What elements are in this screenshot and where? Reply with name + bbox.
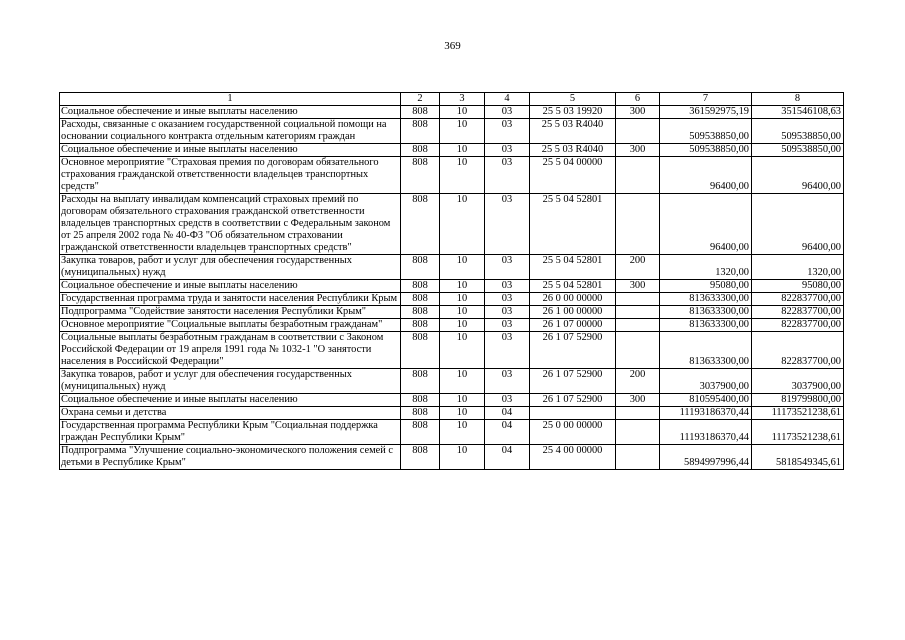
row-section: 10 xyxy=(440,255,485,280)
row-subsection: 03 xyxy=(485,194,530,255)
row-expense-type xyxy=(616,119,660,144)
table-row xyxy=(60,306,844,319)
row-amount-year-2: 11173521238,61 xyxy=(752,407,844,420)
row-amount-year-1: 5894997996,44 xyxy=(660,445,752,470)
row-ministry-code: 808 xyxy=(401,369,440,394)
row-expense-type: 300 xyxy=(616,280,660,293)
row-description: Охрана семьи и детства xyxy=(60,407,401,420)
row-section: 10 xyxy=(440,119,485,144)
row-amount-year-2: 1320,00 xyxy=(752,255,844,280)
row-target-article: 25 5 03 R4040 xyxy=(530,119,616,144)
row-amount-year-2: 95080,00 xyxy=(752,280,844,293)
row-section: 10 xyxy=(440,293,485,306)
row-description: Подпрограмма "Содействие занятости населения Республики Крым" xyxy=(60,306,401,319)
table-row xyxy=(60,157,844,194)
row-subsection: 03 xyxy=(485,119,530,144)
row-amount-year-1: 95080,00 xyxy=(660,280,752,293)
row-description: Социальное обеспечение и иные выплаты населению xyxy=(60,280,401,293)
table-row xyxy=(60,445,844,470)
table-row xyxy=(60,407,844,420)
table-header-row xyxy=(60,93,844,106)
row-expense-type xyxy=(616,306,660,319)
row-subsection: 04 xyxy=(485,445,530,470)
row-ministry-code: 808 xyxy=(401,319,440,332)
row-amount-year-1: 361592975,19 xyxy=(660,106,752,119)
row-ministry-code: 808 xyxy=(401,144,440,157)
row-amount-year-1: 3037900,00 xyxy=(660,369,752,394)
row-expense-type xyxy=(616,407,660,420)
row-subsection: 03 xyxy=(485,106,530,119)
row-amount-year-2: 819799800,00 xyxy=(752,394,844,407)
row-amount-year-2: 3037900,00 xyxy=(752,369,844,394)
row-expense-type: 200 xyxy=(616,255,660,280)
header-cell-5: 5 xyxy=(530,93,616,106)
row-description: Государственная программа труда и занятости населения Республики Крым xyxy=(60,293,401,306)
row-section: 10 xyxy=(440,306,485,319)
row-amount-year-1: 813633300,00 xyxy=(660,332,752,369)
row-ministry-code: 808 xyxy=(401,306,440,319)
row-subsection: 04 xyxy=(485,407,530,420)
budget-table xyxy=(59,92,844,470)
row-description: Социальное обеспечение и иные выплаты населению xyxy=(60,394,401,407)
row-ministry-code: 808 xyxy=(401,255,440,280)
header-cell-2: 2 xyxy=(401,93,440,106)
row-expense-type: 200 xyxy=(616,369,660,394)
table-row xyxy=(60,319,844,332)
row-subsection: 03 xyxy=(485,332,530,369)
row-target-article: 26 0 00 00000 xyxy=(530,293,616,306)
row-section: 10 xyxy=(440,407,485,420)
row-ministry-code: 808 xyxy=(401,280,440,293)
row-description: Социальное обеспечение и иные выплаты населению xyxy=(60,144,401,157)
row-expense-type: 300 xyxy=(616,106,660,119)
row-amount-year-1: 11193186370,44 xyxy=(660,407,752,420)
row-expense-type: 300 xyxy=(616,144,660,157)
table-row xyxy=(60,119,844,144)
row-section: 10 xyxy=(440,106,485,119)
row-expense-type xyxy=(616,420,660,445)
row-amount-year-2: 822837700,00 xyxy=(752,319,844,332)
row-section: 10 xyxy=(440,194,485,255)
row-subsection: 03 xyxy=(485,293,530,306)
table-row xyxy=(60,255,844,280)
row-ministry-code: 808 xyxy=(401,194,440,255)
row-subsection: 03 xyxy=(485,319,530,332)
row-target-article xyxy=(530,407,616,420)
header-cell-7: 7 xyxy=(660,93,752,106)
row-expense-type xyxy=(616,332,660,369)
row-amount-year-2: 822837700,00 xyxy=(752,306,844,319)
row-section: 10 xyxy=(440,280,485,293)
header-cell-6: 6 xyxy=(616,93,660,106)
row-target-article: 26 1 07 52900 xyxy=(530,394,616,407)
row-expense-type xyxy=(616,319,660,332)
row-amount-year-1: 813633300,00 xyxy=(660,306,752,319)
row-description: Закупка товаров, работ и услуг для обеспечения государственных (муниципальных) нужд xyxy=(60,255,401,280)
row-subsection: 03 xyxy=(485,280,530,293)
row-amount-year-1: 813633300,00 xyxy=(660,293,752,306)
row-amount-year-1: 509538850,00 xyxy=(660,119,752,144)
row-target-article: 26 1 07 52900 xyxy=(530,332,616,369)
header-cell-4: 4 xyxy=(485,93,530,106)
table-row xyxy=(60,106,844,119)
row-description: Государственная программа Республики Крым "Социальная поддержка граждан Республики Крым" xyxy=(60,420,401,445)
row-subsection: 04 xyxy=(485,420,530,445)
row-amount-year-2: 822837700,00 xyxy=(752,293,844,306)
row-ministry-code: 808 xyxy=(401,407,440,420)
row-ministry-code: 808 xyxy=(401,420,440,445)
row-expense-type xyxy=(616,293,660,306)
row-target-article: 25 5 04 00000 xyxy=(530,157,616,194)
row-section: 10 xyxy=(440,369,485,394)
header-cell-3: 3 xyxy=(440,93,485,106)
row-subsection: 03 xyxy=(485,144,530,157)
row-section: 10 xyxy=(440,332,485,369)
row-amount-year-2: 822837700,00 xyxy=(752,332,844,369)
table-row xyxy=(60,394,844,407)
row-section: 10 xyxy=(440,445,485,470)
row-ministry-code: 808 xyxy=(401,394,440,407)
row-amount-year-1: 96400,00 xyxy=(660,194,752,255)
page-number: 369 xyxy=(444,40,461,52)
row-amount-year-1: 11193186370,44 xyxy=(660,420,752,445)
row-amount-year-2: 96400,00 xyxy=(752,194,844,255)
row-description: Подпрограмма "Улучшение социально-экономического положения семей с детьми в Республике Крым" xyxy=(60,445,401,470)
row-target-article: 25 4 00 00000 xyxy=(530,445,616,470)
row-expense-type xyxy=(616,157,660,194)
row-ministry-code: 808 xyxy=(401,157,440,194)
row-section: 10 xyxy=(440,394,485,407)
row-subsection: 03 xyxy=(485,369,530,394)
header-cell-8: 8 xyxy=(752,93,844,106)
row-expense-type xyxy=(616,445,660,470)
row-amount-year-1: 96400,00 xyxy=(660,157,752,194)
row-target-article: 25 5 03 19920 xyxy=(530,106,616,119)
row-amount-year-1: 813633300,00 xyxy=(660,319,752,332)
row-section: 10 xyxy=(440,319,485,332)
row-ministry-code: 808 xyxy=(401,293,440,306)
row-section: 10 xyxy=(440,157,485,194)
row-description: Основное мероприятие "Социальные выплаты безработным гражданам" xyxy=(60,319,401,332)
row-description: Расходы, связанные с оказанием государственной социальной помощи на основании социального контракта отдельным категориям граждан xyxy=(60,119,401,144)
row-ministry-code: 808 xyxy=(401,106,440,119)
row-expense-type xyxy=(616,194,660,255)
row-target-article: 25 5 04 52801 xyxy=(530,280,616,293)
row-subsection: 03 xyxy=(485,306,530,319)
row-description: Закупка товаров, работ и услуг для обеспечения государственных (муниципальных) нужд xyxy=(60,369,401,394)
header-cell-1: 1 xyxy=(60,93,401,106)
table-row xyxy=(60,144,844,157)
table-row xyxy=(60,280,844,293)
table-row xyxy=(60,194,844,255)
row-target-article: 25 5 04 52801 xyxy=(530,255,616,280)
row-amount-year-2: 5818549345,61 xyxy=(752,445,844,470)
table-body xyxy=(60,93,844,470)
row-amount-year-2: 96400,00 xyxy=(752,157,844,194)
row-section: 10 xyxy=(440,144,485,157)
row-amount-year-2: 509538850,00 xyxy=(752,144,844,157)
row-ministry-code: 808 xyxy=(401,119,440,144)
table-row xyxy=(60,420,844,445)
table-row xyxy=(60,332,844,369)
row-subsection: 03 xyxy=(485,394,530,407)
row-target-article: 25 5 03 R4040 xyxy=(530,144,616,157)
row-target-article: 26 1 00 00000 xyxy=(530,306,616,319)
row-target-article: 25 5 04 52801 xyxy=(530,194,616,255)
row-amount-year-2: 11173521238,61 xyxy=(752,420,844,445)
row-subsection: 03 xyxy=(485,157,530,194)
row-target-article: 26 1 07 52900 xyxy=(530,369,616,394)
row-amount-year-2: 351546108,63 xyxy=(752,106,844,119)
row-amount-year-2: 509538850,00 xyxy=(752,119,844,144)
row-description: Социальные выплаты безработным гражданам в соответствии с Законом Российской Федерации от 19 апреля 1991 года № 1032-1 "О занятости населения в Российской Федерации" xyxy=(60,332,401,369)
row-target-article: 26 1 07 00000 xyxy=(530,319,616,332)
row-amount-year-1: 1320,00 xyxy=(660,255,752,280)
table-row xyxy=(60,369,844,394)
row-amount-year-1: 810595400,00 xyxy=(660,394,752,407)
row-description: Социальное обеспечение и иные выплаты населению xyxy=(60,106,401,119)
row-description: Основное мероприятие "Страховая премия по договорам обязательного страхования гражданской ответственности владельцев транспортных средств" xyxy=(60,157,401,194)
row-ministry-code: 808 xyxy=(401,445,440,470)
row-expense-type: 300 xyxy=(616,394,660,407)
row-target-article: 25 0 00 00000 xyxy=(530,420,616,445)
row-amount-year-1: 509538850,00 xyxy=(660,144,752,157)
row-description: Расходы на выплату инвалидам компенсаций страховых премий по договорам обязательного страхования гражданской ответственности владельцев транспортных средств в соответствии с Федеральным законом от 25 апреля 2002 года № 40-ФЗ "Об обязательном страховании гражданской ответственности владельцев транспортных средств" xyxy=(60,194,401,255)
row-subsection: 03 xyxy=(485,255,530,280)
row-section: 10 xyxy=(440,420,485,445)
table-row xyxy=(60,293,844,306)
row-ministry-code: 808 xyxy=(401,332,440,369)
